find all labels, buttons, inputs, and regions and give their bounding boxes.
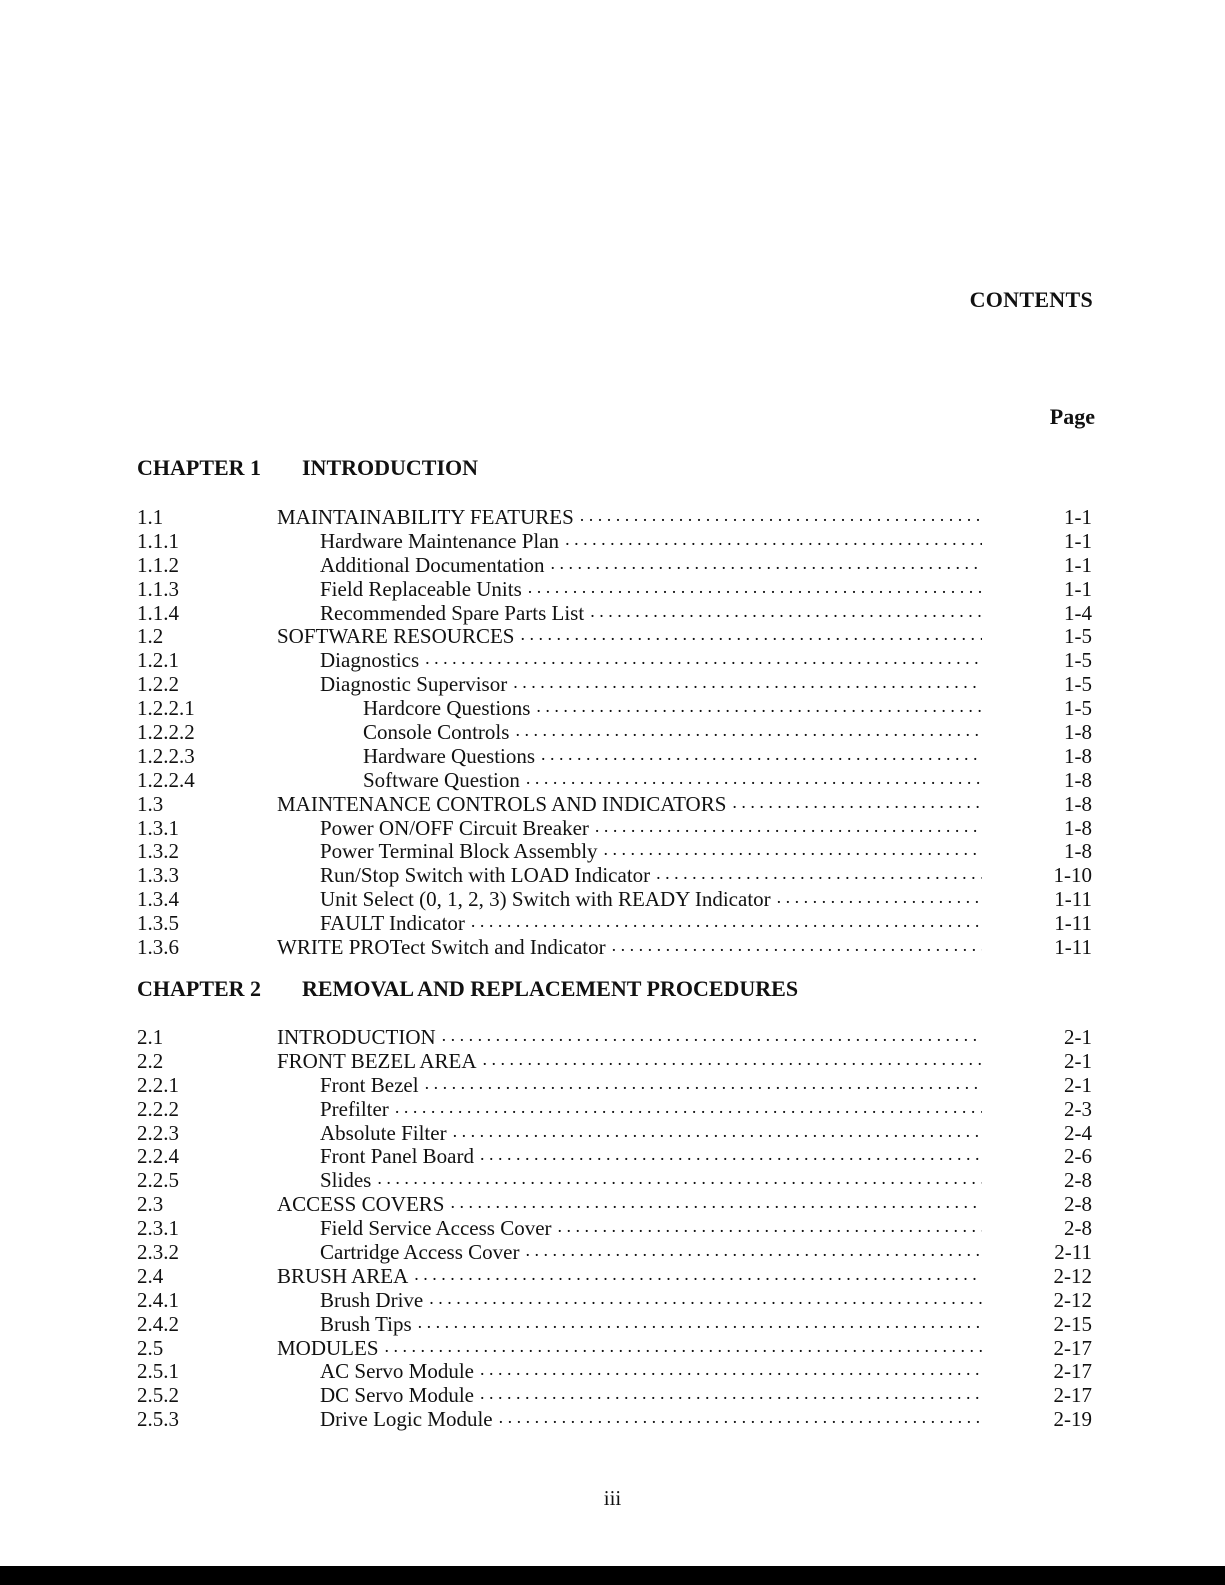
page-ref: 2-19	[1053, 1407, 1092, 1432]
page-column-heading: Page	[1049, 404, 1095, 429]
section-title-wrap	[277, 911, 982, 936]
scan-edge-bar	[0, 1566, 1225, 1585]
page-ref: 2-12	[1053, 1287, 1092, 1312]
section-title-wrap	[277, 839, 982, 864]
section-number: 2.3.1	[137, 1216, 179, 1241]
toc-entry	[137, 911, 1092, 935]
section-title: Front Bezel	[320, 1072, 419, 1097]
toc-entry	[137, 1192, 1092, 1216]
chapter-label: CHAPTER 2	[137, 976, 262, 1001]
toc-entry	[137, 816, 1092, 840]
page-ref: 2-8	[1064, 1168, 1092, 1193]
section-title: Unit Select (0, 1, 2, 3) Switch with READY Indicator	[320, 887, 771, 912]
section-number: 1.2.1	[137, 648, 179, 673]
section-title: Recommended Spare Parts List	[320, 600, 585, 625]
section-title: Diagnostic Supervisor	[320, 672, 508, 697]
dot-leader	[480, 1144, 982, 1169]
page-ref: 2-17	[1053, 1335, 1092, 1360]
dot-leader	[480, 1383, 982, 1408]
section-number: 1.3.1	[137, 815, 179, 840]
page-ref: 2-1	[1064, 1025, 1092, 1049]
section-title-wrap	[277, 696, 982, 721]
section-number: 2.3	[137, 1192, 164, 1217]
section-title: Brush Drive	[320, 1287, 424, 1312]
dot-leader	[612, 935, 982, 960]
section-number: 1.2.2.4	[137, 767, 195, 792]
page-ref: 1-8	[1064, 767, 1092, 792]
toc-entry	[137, 1121, 1092, 1145]
page-number: iii	[603, 1486, 622, 1510]
section-title: Diagnostics	[320, 648, 420, 673]
section-number: 1.3.4	[137, 887, 179, 912]
section-number: 2.2.1	[137, 1072, 179, 1097]
dot-leader	[425, 648, 982, 673]
section-title-wrap	[277, 624, 982, 649]
section-title-wrap	[277, 1049, 982, 1074]
page-ref: 1-5	[1064, 624, 1092, 649]
toc-entry	[137, 601, 1092, 625]
page-ref: 1-1	[1064, 576, 1092, 601]
section-number: 2.3.2	[137, 1240, 179, 1265]
toc-entry	[137, 792, 1092, 816]
section-title: Front Panel Board	[320, 1144, 474, 1169]
page-ref: 1-10	[1053, 863, 1092, 888]
section-title: Additional Documentation	[320, 552, 545, 577]
section-number: 1.3.5	[137, 911, 179, 936]
toc-entry	[137, 1240, 1092, 1264]
section-title-wrap	[277, 1240, 982, 1265]
section-title-wrap	[277, 935, 982, 960]
toc-entry	[137, 720, 1092, 744]
toc-entry	[137, 1049, 1092, 1073]
section-number: 2.2.3	[137, 1120, 179, 1145]
section-title-wrap	[277, 744, 982, 769]
section-title-wrap	[277, 505, 982, 530]
dot-leader	[483, 1049, 982, 1074]
section-title: Hardcore Questions	[363, 696, 531, 721]
dot-leader	[528, 577, 982, 602]
section-number: 2.1	[137, 1025, 164, 1049]
dot-leader	[580, 505, 982, 530]
page-ref: 2-4	[1064, 1120, 1092, 1145]
page-ref: 1-1	[1064, 505, 1092, 529]
dot-leader	[656, 863, 982, 888]
page-ref: 1-11	[1054, 887, 1092, 912]
toc-entry	[137, 1336, 1092, 1360]
page-ref: 1-8	[1064, 815, 1092, 840]
dot-leader	[395, 1097, 982, 1122]
section-title: Prefilter	[320, 1096, 389, 1121]
section-title-wrap	[277, 1336, 982, 1361]
section-title: FRONT BEZEL AREA	[277, 1048, 477, 1073]
page-ref: 2-11	[1054, 1240, 1092, 1265]
page-ref: 1-8	[1064, 839, 1092, 864]
section-title-wrap	[277, 648, 982, 673]
page-ref: 1-1	[1064, 528, 1092, 553]
section-number: 1.2.2	[137, 672, 179, 697]
section-number: 2.2.4	[137, 1144, 179, 1169]
section-title: Drive Logic Module	[320, 1407, 493, 1432]
section-title-wrap	[277, 792, 982, 817]
section-title: SOFTWARE RESOURCES	[277, 624, 515, 649]
section-title: WRITE PROTect Switch and Indicator	[277, 935, 606, 960]
section-number: 1.3.2	[137, 839, 179, 864]
chapter-heading	[137, 455, 478, 481]
section-title-wrap	[277, 1216, 982, 1241]
dot-leader	[471, 911, 982, 936]
toc-entry	[137, 935, 1092, 959]
dot-leader	[425, 1073, 982, 1098]
section-number: 2.2	[137, 1048, 164, 1073]
dot-leader	[418, 1312, 982, 1337]
dot-leader	[590, 601, 982, 626]
section-number: 1.3.3	[137, 863, 179, 888]
section-number: 2.4.1	[137, 1287, 179, 1312]
page-ref: 2-6	[1064, 1144, 1092, 1169]
section-number: 1.2.2.3	[137, 743, 195, 768]
section-title-wrap	[277, 816, 982, 841]
dot-leader	[429, 1288, 982, 1313]
section-title: Hardware Questions	[363, 743, 536, 768]
toc-entry	[137, 505, 1092, 529]
section-title-wrap	[277, 1264, 982, 1289]
section-title-wrap	[277, 553, 982, 578]
section-number: 1.1.4	[137, 600, 179, 625]
section-title: ACCESS COVERS	[277, 1192, 445, 1217]
toc-entry	[137, 529, 1092, 553]
section-title: Field Service Access Cover	[320, 1216, 552, 1241]
section-title-wrap	[277, 1288, 982, 1313]
toc-entry	[137, 1073, 1092, 1097]
page-ref: 2-8	[1064, 1192, 1092, 1217]
dot-leader	[541, 744, 982, 769]
section-title-wrap	[277, 1192, 982, 1217]
toc-entry	[137, 1097, 1092, 1121]
toc-entry	[137, 1168, 1092, 1192]
dot-leader	[526, 768, 982, 793]
section-title: Field Replaceable Units	[320, 576, 522, 601]
section-title-wrap	[277, 1312, 982, 1337]
toc-entry	[137, 887, 1092, 911]
toc-entry	[137, 1312, 1092, 1336]
page-ref: 1-5	[1064, 648, 1092, 673]
toc-entry	[137, 553, 1092, 577]
toc-entry	[137, 577, 1092, 601]
section-title-wrap	[277, 1073, 982, 1098]
page-ref: 2-3	[1064, 1096, 1092, 1121]
page-ref: 2-1	[1064, 1048, 1092, 1073]
dot-leader	[377, 1168, 982, 1193]
toc-entry	[137, 863, 1092, 887]
section-number: 2.4.2	[137, 1311, 179, 1336]
dot-leader	[595, 816, 982, 841]
chapter-title: INTRODUCTION	[302, 455, 479, 480]
section-number: 1.2	[137, 624, 164, 649]
section-title-wrap	[277, 768, 982, 793]
dot-leader	[525, 1240, 982, 1265]
section-title-wrap	[277, 577, 982, 602]
section-title-wrap	[277, 1121, 982, 1146]
dot-leader	[732, 792, 982, 817]
page-ref: 1-1	[1064, 552, 1092, 577]
section-title: Hardware Maintenance Plan	[320, 528, 560, 553]
toc-entry	[137, 744, 1092, 768]
toc-entry	[137, 1264, 1092, 1288]
section-title: Power ON/OFF Circuit Breaker	[320, 815, 589, 840]
section-title: Console Controls	[363, 720, 510, 745]
section-title-wrap	[277, 1168, 982, 1193]
section-number: 1.3	[137, 791, 164, 816]
dot-leader	[777, 887, 982, 912]
section-title: AC Servo Module	[320, 1359, 474, 1384]
page-ref: 1-11	[1054, 911, 1092, 936]
section-number: 2.5	[137, 1335, 164, 1360]
toc-entry	[137, 839, 1092, 863]
toc-entry	[137, 1383, 1092, 1407]
toc-entry	[137, 672, 1092, 696]
section-title: FAULT Indicator	[320, 911, 465, 936]
dot-leader	[536, 696, 982, 721]
toc-entry	[137, 1216, 1092, 1240]
toc-entry	[137, 1407, 1092, 1431]
page-ref: 1-5	[1064, 672, 1092, 697]
page-ref: 1-8	[1064, 791, 1092, 816]
section-title: Absolute Filter	[320, 1120, 447, 1145]
page-ref: 2-17	[1053, 1359, 1092, 1384]
section-title-wrap	[277, 1097, 982, 1122]
page-ref: 1-4	[1064, 600, 1092, 625]
section-number: 2.2.2	[137, 1096, 179, 1121]
section-title: INTRODUCTION	[277, 1025, 436, 1049]
dot-leader	[604, 839, 982, 864]
section-title: Run/Stop Switch with LOAD Indicator	[320, 863, 651, 888]
section-title-wrap	[277, 1144, 982, 1169]
section-number: 2.2.5	[137, 1168, 179, 1193]
dot-leader	[515, 720, 982, 745]
page-ref: 1-8	[1064, 720, 1092, 745]
page-ref: 2-17	[1053, 1383, 1092, 1408]
section-number: 2.5.2	[137, 1383, 179, 1408]
section-number: 1.1	[137, 505, 164, 529]
toc-entry	[137, 1025, 1092, 1049]
dot-leader	[513, 672, 982, 697]
dot-leader	[450, 1192, 982, 1217]
dot-leader	[558, 1216, 982, 1241]
dot-leader	[499, 1407, 982, 1432]
toc-entry	[137, 648, 1092, 672]
toc-entry	[137, 624, 1092, 648]
toc-entry	[137, 768, 1092, 792]
dot-leader	[453, 1121, 982, 1146]
dot-leader	[551, 553, 982, 578]
page-ref: 2-15	[1053, 1311, 1092, 1336]
dot-leader	[520, 624, 982, 649]
dot-leader	[414, 1264, 982, 1289]
section-number: 2.5.1	[137, 1359, 179, 1384]
section-number: 2.5.3	[137, 1407, 179, 1432]
section-number: 1.2.2.1	[137, 696, 195, 721]
chapter-label: CHAPTER 1	[137, 455, 262, 480]
section-title-wrap	[277, 1359, 982, 1384]
section-number: 1.2.2.2	[137, 720, 195, 745]
section-title: Cartridge Access Cover	[320, 1240, 520, 1265]
dot-leader	[480, 1359, 982, 1384]
section-title-wrap	[277, 887, 982, 912]
toc-entry	[137, 696, 1092, 720]
dot-leader	[565, 529, 982, 554]
page-title: CONTENTS	[969, 287, 1093, 312]
page-ref: 2-1	[1064, 1072, 1092, 1097]
section-title: DC Servo Module	[320, 1383, 474, 1408]
section-title-wrap	[277, 1407, 982, 1432]
toc-entry	[137, 1359, 1092, 1383]
section-title: Software Question	[363, 767, 520, 792]
section-title-wrap	[277, 672, 982, 697]
chapter-title: REMOVAL AND REPLACEMENT PROCEDURES	[302, 976, 799, 1001]
toc-list	[137, 505, 1092, 959]
toc-entry	[137, 1144, 1092, 1168]
page-ref: 1-11	[1054, 935, 1092, 960]
section-number: 1.3.6	[137, 935, 179, 960]
page-ref: 2-8	[1064, 1216, 1092, 1241]
toc-list	[137, 1025, 1092, 1431]
section-title: Power Terminal Block Assembly	[320, 839, 598, 864]
section-number: 2.4	[137, 1263, 164, 1288]
page-ref: 2-12	[1053, 1263, 1092, 1288]
section-title: Brush Tips	[320, 1311, 412, 1336]
section-title-wrap	[277, 1383, 982, 1408]
section-title: BRUSH AREA	[277, 1263, 409, 1288]
dot-leader	[442, 1025, 982, 1050]
section-number: 1.1.1	[137, 528, 179, 553]
section-number: 1.1.3	[137, 576, 179, 601]
toc-entry	[137, 1288, 1092, 1312]
page-ref: 1-8	[1064, 743, 1092, 768]
section-title: MAINTAINABILITY FEATURES	[277, 505, 574, 529]
section-title: MAINTENANCE CONTROLS AND INDICATORS	[277, 791, 727, 816]
section-title-wrap	[277, 863, 982, 888]
dot-leader	[385, 1336, 982, 1361]
section-number: 1.1.2	[137, 552, 179, 577]
section-title-wrap	[277, 601, 982, 626]
chapter-heading	[137, 976, 798, 1002]
section-title-wrap	[277, 529, 982, 554]
section-title: Slides	[320, 1168, 372, 1193]
section-title: MODULES	[277, 1335, 379, 1360]
page-ref: 1-5	[1064, 696, 1092, 721]
section-title-wrap	[277, 1025, 982, 1050]
section-title-wrap	[277, 720, 982, 745]
